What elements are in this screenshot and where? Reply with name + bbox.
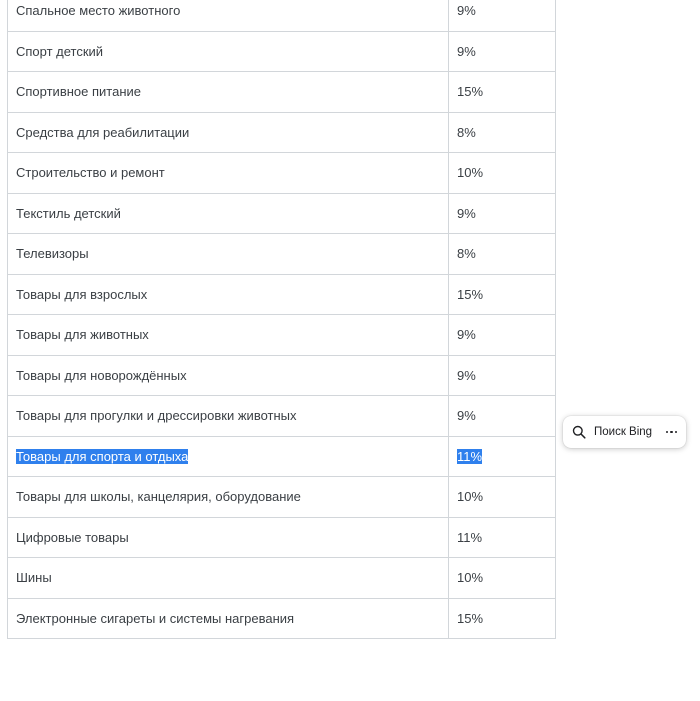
rate-cell xyxy=(449,31,556,72)
category-name: Спальное место животного xyxy=(16,3,181,19)
rate-cell xyxy=(449,436,556,477)
rate-value: 15% xyxy=(457,84,484,100)
table-row xyxy=(8,598,556,639)
category-name: Спортивное питание xyxy=(16,84,141,100)
rate-value: 9% xyxy=(457,367,476,383)
table-body xyxy=(8,0,556,639)
category-cell xyxy=(8,598,449,639)
rate-value: 8% xyxy=(457,246,476,262)
category-name: Товары для новорождённых xyxy=(16,367,187,383)
table-row xyxy=(8,31,556,72)
rate-value: 11% xyxy=(457,448,483,464)
rate-value: 9% xyxy=(457,205,476,221)
table-row xyxy=(8,355,556,396)
rate-cell xyxy=(449,598,556,639)
rate-cell xyxy=(449,274,556,315)
rate-value: 15% xyxy=(457,286,484,302)
table-row xyxy=(8,558,556,599)
table-row xyxy=(8,517,556,558)
category-cell xyxy=(8,72,449,113)
rate-cell xyxy=(449,315,556,356)
category-name: Товары для животных xyxy=(16,327,149,343)
table-row xyxy=(8,274,556,315)
category-cell xyxy=(8,274,449,315)
category-name: Товары для школы, канцелярия, оборудование xyxy=(16,489,301,505)
category-cell xyxy=(8,193,449,234)
category-cell xyxy=(8,477,449,518)
selection-popup xyxy=(563,416,686,448)
category-cell xyxy=(8,153,449,194)
table-row xyxy=(8,315,556,356)
category-name: Товары для спорта и отдыха xyxy=(16,448,189,464)
category-name: Товары для прогулки и дрессировки животных xyxy=(16,408,297,424)
table-row xyxy=(8,153,556,194)
more-options-button[interactable] xyxy=(666,416,678,448)
table-row xyxy=(8,436,556,477)
rate-value: 9% xyxy=(457,3,476,19)
rate-cell xyxy=(449,72,556,113)
category-name: Телевизоры xyxy=(16,246,89,262)
category-cell xyxy=(8,315,449,356)
rate-value: 9% xyxy=(457,327,476,343)
category-cell xyxy=(8,234,449,275)
bing-search-label: Поиск Bing xyxy=(594,426,653,438)
rate-cell xyxy=(449,517,556,558)
table-row xyxy=(8,112,556,153)
category-cell xyxy=(8,517,449,558)
commission-table xyxy=(7,0,556,639)
search-icon xyxy=(572,425,586,439)
rate-cell xyxy=(449,558,556,599)
rate-cell xyxy=(449,355,556,396)
table-row xyxy=(8,234,556,275)
table-row xyxy=(8,477,556,518)
rate-cell xyxy=(449,0,556,31)
rate-value: 10% xyxy=(457,489,484,505)
category-name: Цифровые товары xyxy=(16,529,129,545)
rate-cell xyxy=(449,193,556,234)
rate-cell xyxy=(449,153,556,194)
rate-cell xyxy=(449,396,556,437)
rate-value: 9% xyxy=(457,408,476,424)
bing-search-button[interactable] xyxy=(563,416,652,448)
category-cell xyxy=(8,436,449,477)
more-options-icon xyxy=(666,431,678,434)
category-name: Шины xyxy=(16,570,52,586)
table-row xyxy=(8,396,556,437)
category-cell xyxy=(8,112,449,153)
rate-value: 8% xyxy=(457,124,476,140)
category-cell xyxy=(8,0,449,31)
category-name: Строительство и ремонт xyxy=(16,165,165,181)
table-row xyxy=(8,193,556,234)
category-name: Средства для реабилитации xyxy=(16,124,190,140)
category-cell xyxy=(8,355,449,396)
category-name: Текстиль детский xyxy=(16,205,121,221)
rate-cell xyxy=(449,477,556,518)
category-name: Электронные сигареты и системы нагревания xyxy=(16,610,295,626)
rate-value: 9% xyxy=(457,43,476,59)
rate-value: 10% xyxy=(457,570,484,586)
category-cell xyxy=(8,396,449,437)
rate-value: 10% xyxy=(457,165,484,181)
category-cell xyxy=(8,31,449,72)
table-row xyxy=(8,72,556,113)
rate-cell xyxy=(449,112,556,153)
table-row xyxy=(8,0,556,31)
rate-cell xyxy=(449,234,556,275)
rate-value: 11% xyxy=(457,529,483,545)
rate-value: 15% xyxy=(457,610,484,626)
category-name: Товары для взрослых xyxy=(16,286,148,302)
category-name: Спорт детский xyxy=(16,43,104,59)
category-cell xyxy=(8,558,449,599)
